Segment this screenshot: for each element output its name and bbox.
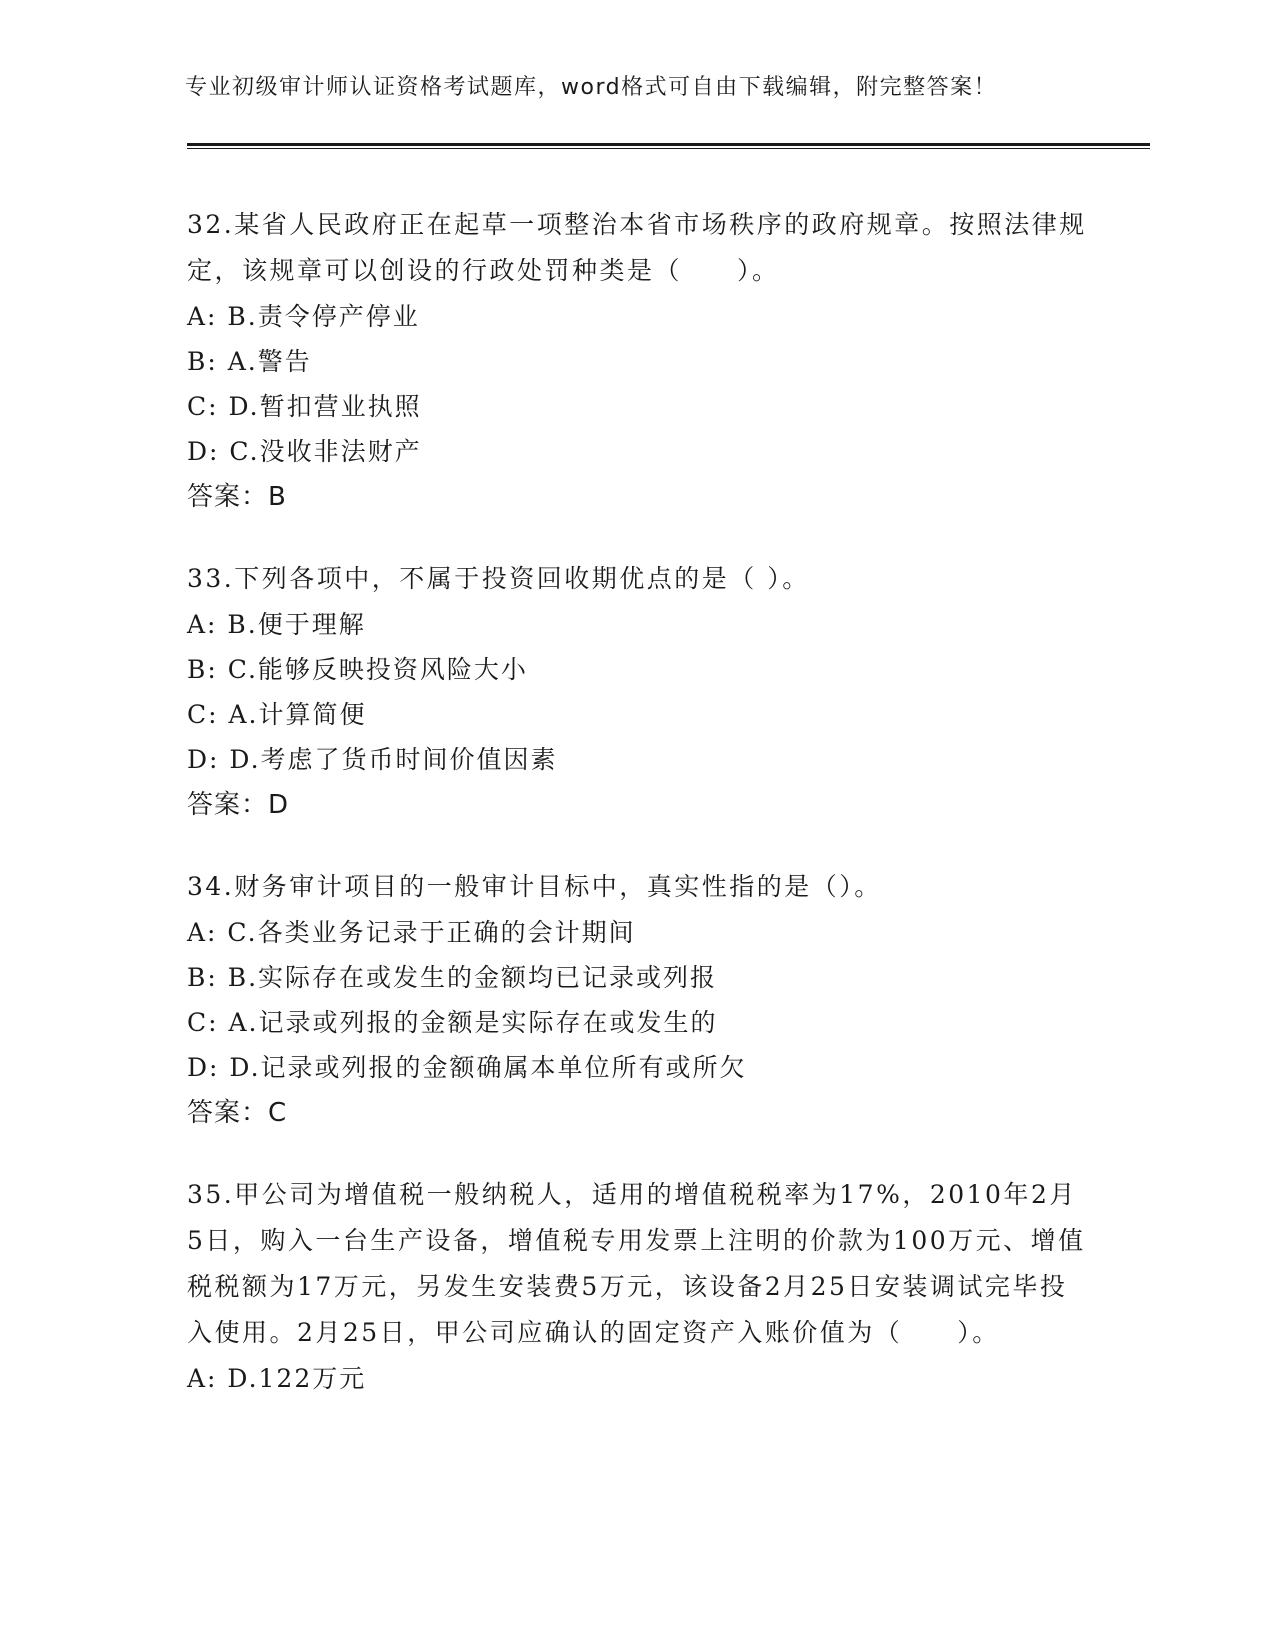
option-d: D: D.考虑了货币时间价值因素 <box>187 745 558 774</box>
option-d: D: C.没收非法财产 <box>187 437 422 466</box>
option-a: A: D.122万元 <box>187 1364 367 1393</box>
option-c: C: D.暂扣营业执照 <box>187 392 422 421</box>
option-a: A: B.便于理解 <box>187 610 366 639</box>
option-c: C: A.计算简便 <box>187 700 367 729</box>
question-35 <box>187 1172 1087 1401</box>
question-stem: 34.财务审计项目的一般审计目标中，真实性指的是（）。 <box>187 872 882 901</box>
option-c: C: A.记录或列报的金额是实际存在或发生的 <box>187 1008 718 1037</box>
question-stem: 32.某省人民政府正在起草一项整治本省市场秩序的政府规章。按照法律规定，该规章可以创设的行政处罚种类是（ ）。 <box>187 210 1087 285</box>
header-divider <box>187 143 1150 149</box>
option-b: B: C.能够反映投资风险大小 <box>187 655 528 684</box>
question-stem: 35.甲公司为增值税一般纳税人，适用的增值税税率为17%，2010年2月5日，购入一台生产设备，增值税专用发票上注明的价款为100万元、增值税税额为17万元，另发生安装费5万元，该设备2月25日安装调试完毕投入使用。2月25日，甲公司应确认的固定资产入账价值为（ ）。 <box>187 1180 1086 1347</box>
question-32 <box>187 202 1087 520</box>
option-b: B: A.警告 <box>187 347 312 376</box>
question-33 <box>187 556 1087 828</box>
option-a: A: C.各类业务记录于正确的会计期间 <box>187 918 636 947</box>
question-list <box>187 202 1087 1437</box>
option-d: D: D.记录或列报的金额确属本单位所有或所欠 <box>187 1053 747 1082</box>
answer: 答案：C <box>187 1098 288 1128</box>
answer: 答案：D <box>187 790 290 820</box>
question-34 <box>187 864 1087 1136</box>
page-header: 专业初级审计师认证资格考试题库，word格式可自由下载编辑，附完整答案！ <box>185 75 998 100</box>
question-stem: 33.下列各项中，不属于投资回收期优点的是（ ）。 <box>187 564 810 593</box>
answer: 答案：B <box>187 482 287 512</box>
option-b: B: B.实际存在或发生的金额均已记录或列报 <box>187 963 718 992</box>
option-a: A: B.责令停产停业 <box>187 302 420 331</box>
